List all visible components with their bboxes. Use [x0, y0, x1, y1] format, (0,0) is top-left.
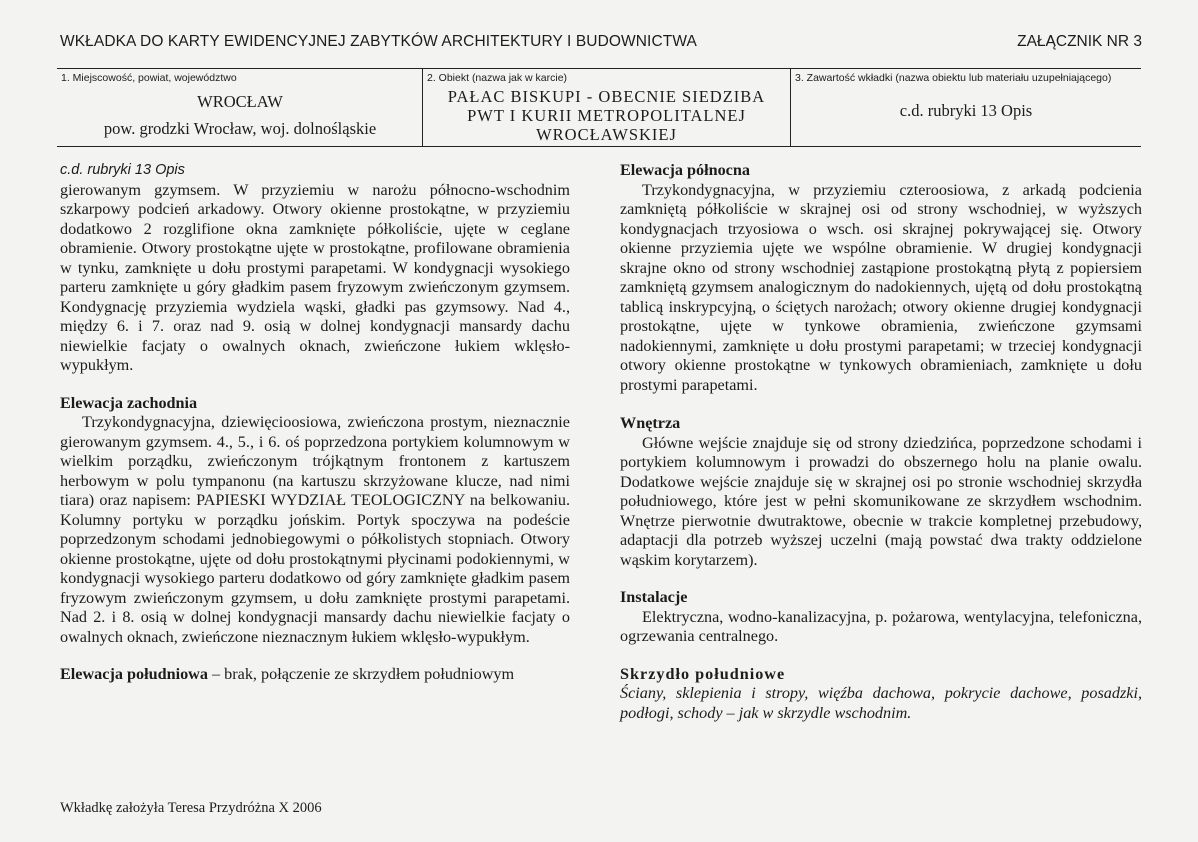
- box2-label: 2. Obiekt (nazwa jak w karcie): [427, 72, 568, 84]
- paragraph-intro: gierowanym gzymsem. W przyziemiu w narożu północno-wschodnim szkarpowy podcień arkadowy. Otwory okienne prostokątne, w przyziemiu dodatkowo 2 rozglifione okna zamknięte półkoliście, ujęte w ceglane obramienie. Otwory prostokątne ujęte w prostokątne, profilowane obramienia w tynku, zamknięte u dołu prostymi parapetami. W kondygnacji wysokiego parteru zamknięte u góry gładkim pasem fryzowym zwieńczonym gzymsem. Kondygnację przyziemia wydziela wąski, gładki pas gzymsowy. Nad 4., między 6. i 7. oraz nad 9. osią w dolnej kondygnacji mansardy dachu niewielkie facjaty o owalnych oknach, zwieńczone łukiem wklęsło-wypukłym.: [60, 180, 570, 374]
- heading-interiors: Wnętrza: [620, 414, 681, 432]
- heading-south-elevation: Elewacja południowa: [60, 665, 208, 683]
- object-name-line3: WROCŁAWSKIEJ: [536, 125, 677, 144]
- city-name: WROCŁAW: [197, 92, 283, 111]
- object-name-line1: PAŁAC BISKUPI - OBECNIE SIEDZIBA: [447, 87, 766, 106]
- heading-west-elevation: Elewacja zachodnia: [60, 393, 198, 412]
- paragraph-south-elevation: [60, 665, 570, 685]
- box1-label: 1. Miejscowość, powiat, województwo: [61, 72, 237, 84]
- heading-south-wing: Skrzydło południowe: [620, 664, 786, 683]
- paragraph-north-elevation: Trzykondygnacyjna, w przyziemiu czteroosiowa, z arkadą podcienia zamkniętą półkoliście w skrajnej osi od strony wschodniej, w wyższych kondygnacjach trzyosiowa o wsch. osi skrajnej pokrywającej się. Otwory okienne przyziemia ujęte we wspólne obramienie. W drugiej kondygnacji skrajne okno od strony wschodniej zastąpione prostokątną płytą z popiersiem zamkniętą gzymsem analogicznym do nadokiennych, ujętą od dołu prostokątną tablicą inskrypcyjną, o ściętych narożach; otwory okienne drugiej kondygnacji prostokątne, ujęte w tynkowe obramienia, zwieńczone gzymsami nadokiennymi, zamknięte u dołu prostymi parapetami; w trzeciej kondygnacji otwory okienne prostokątne w tynkowych obramieniach, zamknięte u dołu prostymi parapetami.: [620, 180, 1142, 394]
- paragraph-interiors: Główne wejście znajduje się od strony dziedzińca, poprzedzone schodami i portykiem kolumnowym i prowadzi do obszernego holu na planie owalu. Dodatkowe wejście znajduje się w skrajnej osi po stronie wschodniej skrzydła południowego, które jest w pełni skomunikowane ze skrzydłem wschodnim. Wnętrze pierwotnie dwutraktowe, obecnie w trakcie kompletnej przebudowy, adaptacji dla potrzeb wyższej uczelni (mają powstać dwa trakty oddzielone wąskim korytarzem).: [620, 433, 1142, 569]
- district-voivodeship: pow. grodzki Wrocław, woj. dolnośląskie: [103, 119, 377, 138]
- heading-installations: Instalacje: [620, 588, 688, 606]
- paragraph-south-wing: Ściany, sklepienia i stropy, więźba dachowa, pokrycie dachowe, posadzki, podłogi, schody – jak w skrzydle wschodnim.: [620, 684, 1142, 722]
- south-elevation-text: – brak, połączenie ze skrzydłem południowym: [207, 665, 515, 683]
- paragraph-west-elevation: Trzykondygnacyjna, dziewięcioosiowa, zwieńczona prostym, nieznacznie gierowanym gzymsem. 4., 5., i 6. oś poprzedzona portykiem kolumnowym w wielkim porządku, zwieńczonym trójkątnym frontonem z kartuszem herbowym w polu tympanonu (na kartuszu skrzyżowane klucze, nad nimi tiara) oraz napisem: PAPIESKI WYDZIAŁ TEOLOGICZNY na belkowaniu. Kolumny portyku w porządku jońskim. Portyk spoczywa na podeście poprzedzonym schodami jednobiegowymi o półkolistych stopniach. Otwory okienne prostokątne, ujęte od dołu prostokątnymi płycinami podokiennymi, w kondygnacji wysokiego parteru dodatkowo od góry zamknięte gładkim pasem fryzowym zwieńczonym gzymsem, u dołu zamknięte prostymi parapetami. Nad 2. i 8. osią w dolnej kondygnacji mansardy dachu niewielkie facjaty o owalnych oknach, zwieńczone nieznacznym łukiem wklęsło-wypukłym.: [60, 413, 570, 646]
- continuation-note: c.d. rubryki 13 Opis: [60, 162, 185, 178]
- author-note: Wkładkę założyła Teresa Przydróżna X 2006: [60, 800, 322, 816]
- heading-north-elevation: Elewacja północna: [620, 161, 750, 179]
- box3-label: 3. Zawartość wkładki (nazwa obiektu lub materiału uzupełniającego): [795, 72, 1112, 84]
- object-name-line2: PWT I KURII METROPOLITALNEJ: [467, 106, 746, 125]
- box3-value: [791, 101, 1141, 120]
- paragraph-installations: Elektryczna, wodno-kanalizacyjna, p. pożarowa, wentylacyjna, telefoniczna, ogrzewania centralnego.: [620, 607, 1142, 645]
- box2-value: [423, 87, 790, 144]
- table-bottom-border: [57, 146, 1141, 147]
- box1-value: [58, 92, 422, 138]
- insert-content: c.d. rubryki 13 Opis: [899, 101, 1033, 120]
- table-top-border: [57, 68, 1141, 69]
- right-column: [620, 161, 1142, 723]
- left-column: [60, 161, 570, 685]
- annex-number: ZAŁĄCZNIK NR 3: [1017, 33, 1142, 50]
- document-title: WKŁADKA DO KARTY EWIDENCYJNEJ ZABYTKÓW ARCHITEKTURY I BUDOWNICTWA: [60, 33, 697, 50]
